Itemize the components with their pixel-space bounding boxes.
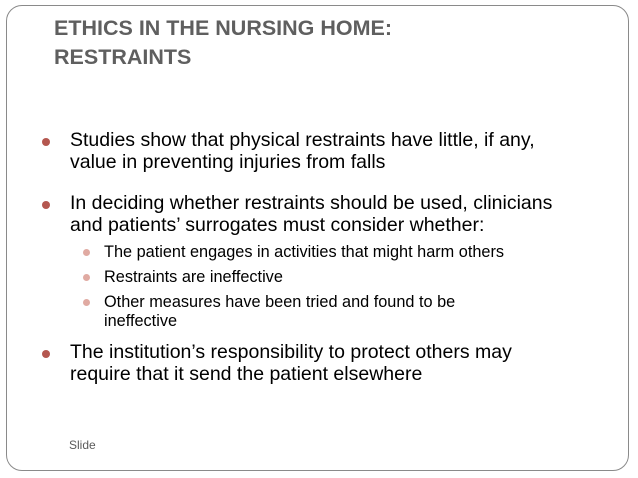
bullet-text — [70, 192, 618, 236]
sub-bullet-text-line: ineffective — [104, 312, 178, 330]
slide-footer-label: Slide — [69, 438, 96, 452]
bullet-text — [70, 129, 618, 173]
bullet-text-line: Studies show that physical restraints have little, if any, — [70, 129, 535, 151]
bullet-text-line: require that it send the patient elsewhere — [70, 363, 423, 385]
sub-bullet-marker-icon — [83, 274, 90, 281]
bullet-text — [70, 341, 618, 385]
bullet-text-line: The institution’s responsibility to protect others may — [70, 341, 512, 363]
sub-bullet-text-line: Other measures have been tried and found to be — [104, 293, 456, 311]
bullet-marker-icon — [42, 350, 50, 358]
bullet-marker-icon — [42, 201, 50, 209]
bullet-text-line: In deciding whether restraints should be used, clinicians — [70, 192, 553, 214]
bullet-marker-icon — [42, 138, 50, 146]
slide-title-line-2: RESTRAINTS — [54, 45, 192, 69]
bullet-text-line: value in preventing injuries from falls — [70, 151, 386, 173]
slide-title-line-1: ETHICS IN THE NURSING HOME: — [54, 16, 393, 40]
sub-bullet-text: Restraints are ineffective — [104, 268, 283, 286]
bullet-text-line: and patients’ surrogates must consider whether: — [70, 214, 485, 236]
sub-bullet-marker-icon — [83, 249, 90, 256]
sub-bullet-text — [104, 293, 614, 331]
sub-bullet-text: The patient engages in activities that might harm others — [104, 243, 505, 261]
sub-bullet-marker-icon — [83, 299, 90, 306]
